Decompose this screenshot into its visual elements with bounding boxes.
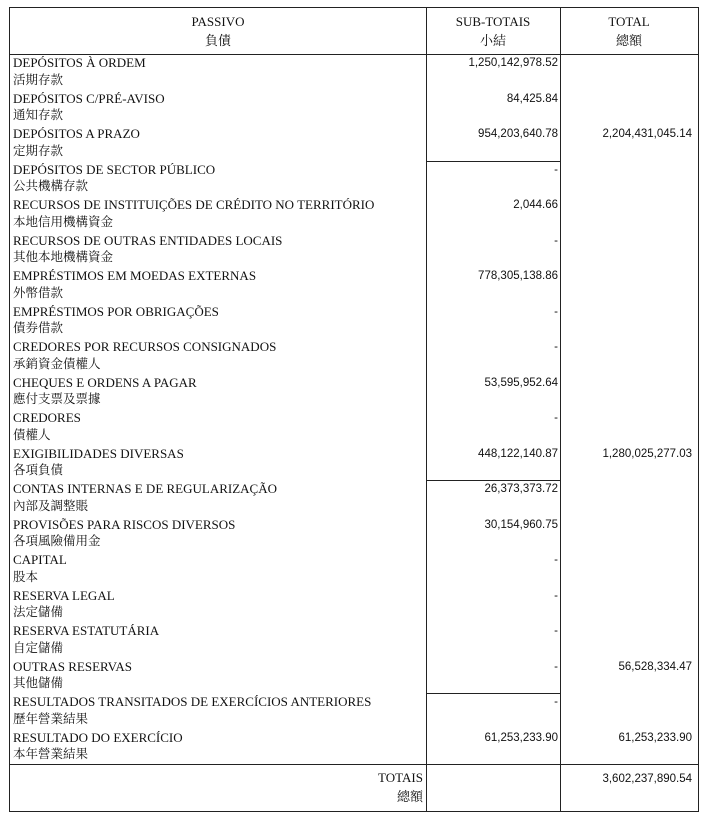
row-subtotal: -	[554, 625, 558, 637]
row-label: RESERVA LEGAL	[13, 587, 115, 603]
row-label-cn: 歷年營業結果	[13, 711, 89, 726]
row-label: CHEQUES E ORDENS A PAGAR	[13, 374, 197, 390]
row-subtotal: 1,250,142,978.52	[468, 57, 558, 69]
row-label-cn: 股本	[13, 569, 39, 584]
row-label: CREDORES POR RECURSOS CONSIGNADOS	[13, 339, 277, 354]
row-subtotal: -	[554, 412, 558, 424]
header-total-label: TOTAL	[608, 14, 650, 29]
row-label-cn: 各項風險備用金	[13, 534, 101, 548]
row-label: EMPRÉSTIMOS EM MOEDAS EXTERNAS	[13, 268, 257, 283]
row-label-cn: 債權人	[13, 427, 51, 442]
row-subtotal: -	[554, 163, 558, 176]
row-subtotal: -	[554, 341, 558, 353]
row-label-cn: 法定儲備	[13, 605, 64, 619]
row-label: DEPÓSITOS A PRAZO	[13, 126, 140, 141]
header-passivo	[10, 12, 426, 50]
row-label: RECURSOS DE INSTITUIÇÕES DE CRÉDITO NO TERRITÓRIO	[13, 197, 375, 212]
row-label-cn: 本年營業結果	[13, 747, 89, 761]
row-label-cn: 公共機構存款	[13, 179, 89, 193]
row-label: CREDORES	[13, 410, 81, 425]
header-subtotais-label-cn: 小結	[479, 33, 506, 48]
row-label: RESULTADOS TRANSITADOS DE EXERCÍCIOS ANTERIORES	[13, 694, 372, 709]
column-divider	[426, 8, 427, 811]
column-divider	[560, 8, 561, 811]
totals-value: 3,602,237,890.54	[602, 773, 692, 785]
row-label: CAPITAL	[13, 552, 67, 567]
header-subtotais	[426, 12, 560, 50]
row-label: OUTRAS RESERVAS	[13, 658, 132, 674]
row-total: 1,280,025,277.03	[602, 447, 692, 460]
row-label: DEPÓSITOS DE SECTOR PÚBLICO	[13, 161, 216, 177]
row-subtotal: 30,154,960.75	[484, 518, 558, 531]
row-label-cn: 內部及調整賬	[13, 498, 89, 513]
totals-label-cn: 總額	[396, 789, 423, 804]
totals-label: TOTAIS	[378, 770, 423, 785]
header-total-label-cn: 總額	[615, 33, 642, 48]
row-subtotal: 84,425.84	[506, 92, 558, 105]
balance-sheet-table	[9, 7, 699, 812]
row-label: RECURSOS DE OUTRAS ENTIDADES LOCAIS	[13, 232, 283, 248]
row-subtotal: -	[554, 554, 558, 566]
row-subtotal: -	[554, 305, 558, 318]
row-subtotal: -	[554, 660, 558, 673]
header-subtotais-label: SUB-TOTAIS	[455, 14, 531, 29]
row-label: EMPRÉSTIMOS POR OBRIGAÇÕES	[13, 303, 219, 319]
row-label-cn: 定期存款	[13, 143, 64, 158]
row-subtotal: 778,305,138.86	[478, 270, 558, 282]
row-label-cn: 承銷資金債權人	[13, 356, 101, 371]
row-label-cn: 應付支票及票據	[13, 392, 101, 406]
row-label: RESERVA ESTATUTÁRIA	[13, 623, 160, 638]
header-passivo-label: PASSIVO	[191, 14, 245, 29]
header-total	[560, 12, 698, 50]
row-label-cn: 其他本地機構資金	[13, 250, 114, 264]
row-label: PROVISÕES PARA RISCOS DIVERSOS	[13, 516, 236, 532]
row-label-cn: 本地信用機構資金	[13, 214, 114, 229]
row-subtotal: 61,253,233.90	[484, 731, 558, 744]
row-subtotal: 954,203,640.78	[478, 128, 558, 140]
row-label: EXIGIBILIDADES DIVERSAS	[13, 445, 184, 461]
row-label-cn: 活期存款	[13, 72, 64, 87]
row-subtotal: 53,595,952.64	[484, 376, 558, 389]
row-label-cn: 各項負債	[13, 463, 64, 477]
row-total: 56,528,334.47	[618, 660, 692, 673]
row-subtotal: 2,044.66	[513, 199, 558, 211]
row-total: 61,253,233.90	[618, 731, 692, 744]
row-subtotal: 26,373,373.72	[484, 483, 558, 495]
row-label-cn: 債券借款	[13, 321, 64, 335]
row-label-cn: 自定儲備	[13, 640, 64, 655]
totals-divider	[10, 764, 698, 765]
row-subtotal: -	[554, 234, 558, 247]
row-total: 2,204,431,045.14	[602, 128, 692, 140]
row-label: DEPÓSITOS C/PRÉ-AVISO	[13, 90, 165, 106]
header-passivo-label-cn: 負債	[204, 33, 231, 48]
row-label: RESULTADO DO EXERCÍCIO	[13, 729, 183, 745]
row-subtotal: -	[554, 589, 558, 602]
row-subtotal: -	[554, 696, 558, 708]
row-subtotal: 448,122,140.87	[478, 447, 558, 460]
row-label-cn: 通知存款	[13, 108, 64, 122]
row-label-cn: 其他儲備	[13, 676, 64, 690]
row-label: CONTAS INTERNAS E DE REGULARIZAÇÃO	[13, 481, 278, 496]
row-label-cn: 外幣借款	[13, 285, 64, 300]
row-label: DEPÓSITOS À ORDEM	[13, 55, 146, 70]
